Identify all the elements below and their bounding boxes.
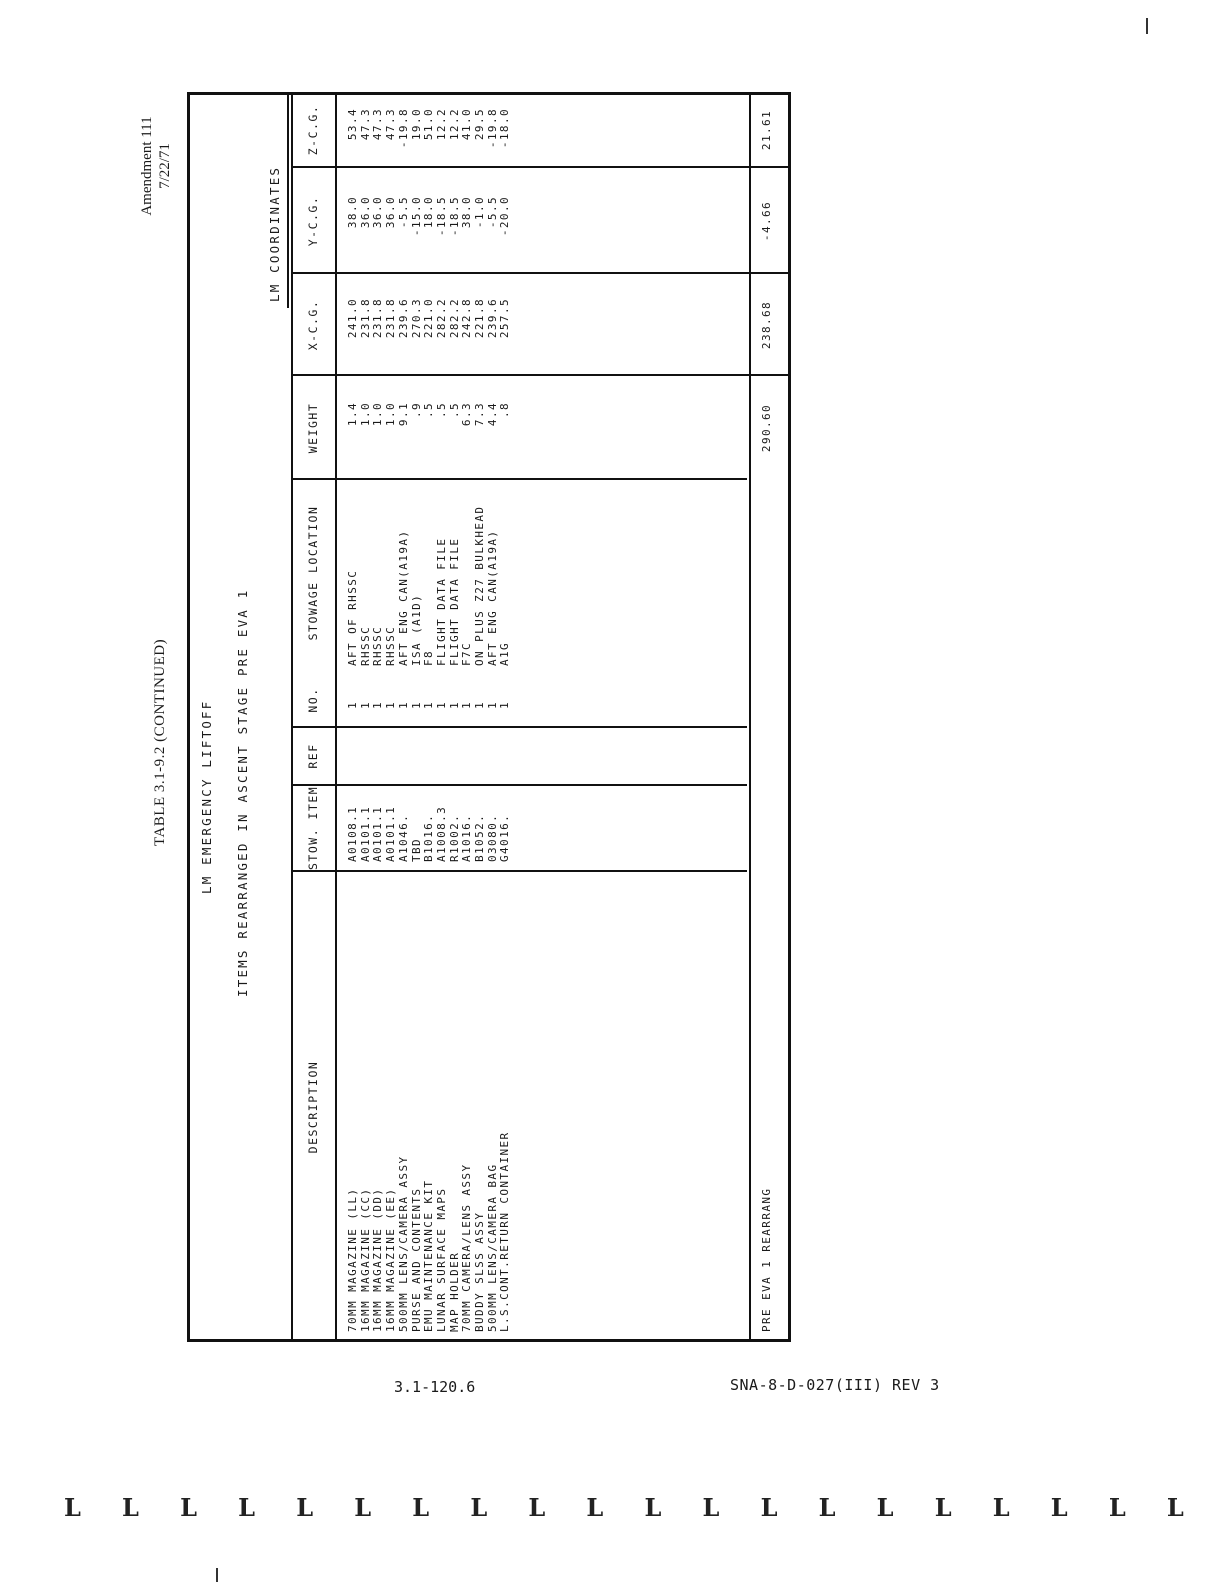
row-z-cg: 12.2 [447, 108, 461, 141]
row-location: FLIGHT DATA FILE [434, 537, 448, 666]
row-z-cg: 47.3 [371, 108, 385, 141]
header-x-cg: X-C.G. [306, 299, 320, 351]
row-no: 1 [396, 700, 410, 710]
edge-mark: L [586, 1492, 604, 1522]
amendment-number: Amendment 111 [139, 116, 155, 216]
row-description: 500MM LENS/CAMERA BAG [485, 1163, 499, 1332]
row-location: AFT ENG CAN(A19A) [396, 529, 410, 666]
header-bottom-rule [335, 92, 337, 1342]
row-z-cg: 53.4 [346, 108, 359, 141]
total-y-cg: -4.66 [760, 200, 773, 242]
row-z-cg: -19.8 [485, 108, 499, 149]
row-weight: 7.3 [473, 402, 486, 427]
edge-mark: L [702, 1492, 720, 1522]
table-heading: LM EMERGENCY LIFTOFF [199, 699, 214, 894]
row-weight: 4.4 [485, 402, 499, 427]
rotated-table [187, 92, 791, 1342]
row-x-cg: 231.8 [358, 298, 372, 339]
row-y-cg: -20.0 [498, 196, 512, 237]
row-ref [385, 732, 398, 782]
row-y-cg: -5.5 [396, 196, 410, 229]
row-no: 1 [460, 700, 474, 710]
total-weight: 290.60 [760, 403, 773, 453]
row-y-cg: 38.0 [346, 196, 359, 229]
total-x-cg: 238.68 [760, 300, 773, 350]
col-rule-4 [291, 478, 747, 480]
edge-mark: L [412, 1492, 430, 1522]
row-stow-item: A0101.1 [371, 805, 385, 862]
row-x-cg: 221.0 [422, 298, 436, 339]
row-location: AFT ENG CAN(A19A) [485, 529, 499, 666]
bottom-tick [216, 1568, 218, 1582]
row-z-cg: 41.0 [460, 108, 474, 141]
row-weight: 1.4 [346, 402, 359, 427]
edge-mark: L [528, 1492, 546, 1522]
row-stow-item: G4016. [498, 813, 512, 862]
row-description: MAP HOLDER [447, 1251, 461, 1332]
row-location: RHSSC [384, 625, 398, 666]
header-no: NO. [306, 687, 320, 713]
row-description: 16MM MAGAZINE (CC) [358, 1187, 372, 1332]
edge-mark: L [644, 1492, 662, 1522]
table-caption: TABLE 3.1-9.2 (CONTINUED) [152, 638, 168, 846]
row-location: F7C [460, 641, 474, 666]
edge-mark: L [122, 1492, 139, 1522]
row-no: 1 [485, 700, 499, 710]
row-x-cg: 282.2 [434, 298, 448, 339]
col-rule-1 [291, 870, 747, 872]
row-location: F8 [422, 649, 436, 666]
row-x-cg: 242.8 [460, 298, 474, 339]
row-ref [423, 732, 436, 782]
row-ref [360, 732, 373, 782]
row-stow-item: A0108.1 [346, 805, 359, 862]
row-y-cg: 18.0 [422, 196, 436, 229]
row-description: 70MM MAGAZINE (LL) [346, 1187, 359, 1332]
row-x-cg: 221.8 [473, 298, 486, 339]
edge-marks [64, 1492, 1184, 1522]
row-stow-item: R1002. [447, 813, 461, 862]
row-location: ON PLUS Z27 BULKHEAD [473, 505, 486, 666]
row-stow-item: B1016. [422, 813, 436, 862]
corner-tick [1146, 18, 1148, 34]
row-x-cg: 270.3 [409, 298, 423, 339]
edge-mark: L [1108, 1492, 1126, 1522]
row-y-cg: -18.5 [447, 196, 461, 237]
row-location: RHSSC [371, 625, 385, 666]
row-ref [499, 732, 512, 782]
row-no: 1 [434, 700, 448, 710]
row-description: PURSE AND CONTENTS [409, 1187, 423, 1332]
row-y-cg: 36.0 [371, 196, 385, 229]
total-z-cg: 21.61 [760, 109, 773, 151]
row-z-cg: 47.3 [384, 108, 398, 141]
row-ref [411, 732, 424, 782]
row-ref [372, 732, 385, 782]
row-ref [461, 732, 474, 782]
edge-mark: L [934, 1492, 952, 1522]
row-y-cg: -5.5 [485, 196, 499, 229]
row-x-cg: 231.8 [371, 298, 385, 339]
header-y-cg: Y-C.G. [306, 195, 320, 247]
row-location: A1G [498, 641, 512, 666]
row-stow-item: A0101.1 [358, 805, 372, 862]
row-ref [474, 732, 487, 782]
edge-mark: L [470, 1492, 488, 1522]
row-stow-item: TBD [409, 837, 423, 862]
row-ref [347, 732, 360, 782]
edge-mark: L [1166, 1492, 1184, 1522]
row-y-cg: -15.0 [409, 196, 423, 237]
row-description: BUDDY SLSS ASSY [473, 1211, 486, 1332]
total-top-rule [749, 92, 751, 1342]
edge-mark: L [180, 1492, 197, 1522]
row-ref [398, 732, 411, 782]
row-x-cg: 282.2 [447, 298, 461, 339]
edge-mark: L [64, 1492, 81, 1522]
row-description: EMU MAINTENANCE KIT [422, 1179, 436, 1332]
row-z-cg: 19.0 [409, 108, 423, 141]
row-weight: 1.0 [358, 402, 372, 427]
header-storage-location: STOWAGE LOCATION [306, 505, 320, 641]
edge-mark: L [354, 1492, 372, 1522]
row-stow-item: A1046. [396, 813, 410, 862]
row-location: AFT OF RHSSC [346, 569, 359, 666]
row-no: 1 [358, 700, 372, 710]
row-z-cg: 12.2 [434, 108, 448, 141]
row-weight: .8 [498, 402, 512, 419]
row-z-cg: 51.0 [422, 108, 436, 141]
row-no: 1 [371, 700, 385, 710]
row-x-cg: 239.6 [485, 298, 499, 339]
row-weight: .5 [447, 402, 461, 419]
row-description: 16MM MAGAZINE (EE) [384, 1187, 398, 1332]
row-no: 1 [409, 700, 423, 710]
row-ref [487, 732, 500, 782]
row-weight: 1.0 [371, 402, 385, 427]
header-description: DESCRIPTION [306, 1060, 320, 1154]
row-stow-item: A1008.3 [434, 805, 448, 862]
row-weight: .9 [409, 402, 423, 419]
row-stow-item: A0101.1 [384, 805, 398, 862]
coordinates-title: LM COORDINATES [267, 165, 282, 302]
row-ref [449, 732, 462, 782]
row-no: 1 [422, 700, 436, 710]
row-y-cg: -1.0 [473, 196, 486, 229]
row-y-cg: 36.0 [358, 196, 372, 229]
row-z-cg: -19.8 [396, 108, 410, 149]
edge-mark: L [296, 1492, 314, 1522]
edge-mark: L [876, 1492, 894, 1522]
col-rule-3 [291, 726, 747, 728]
header-ref: REF [306, 743, 320, 769]
row-y-cg: 38.0 [460, 196, 474, 229]
col-rule-6 [291, 272, 791, 274]
total-label: PRE EVA 1 REARRANG [760, 1187, 773, 1332]
row-weight: 1.0 [384, 402, 398, 427]
row-z-cg: 47.3 [358, 108, 372, 141]
row-weight: .5 [422, 402, 436, 419]
row-description: 70MM CAMERA/LENS ASSY [460, 1163, 474, 1332]
row-stow-item: 03080. [485, 813, 499, 862]
row-description: LUNAR SURFACE MAPS [434, 1187, 448, 1332]
document-id: SNA-8-D-027(III) REV 3 [730, 1376, 940, 1394]
row-y-cg: 36.0 [384, 196, 398, 229]
row-x-cg: 241.0 [346, 298, 359, 339]
row-no: 1 [498, 700, 512, 710]
row-description: 500MM LENS/CAMERA ASSY [396, 1155, 410, 1332]
header-weight: WEIGHT [306, 402, 320, 454]
row-x-cg: 257.5 [498, 298, 512, 339]
edge-mark: L [818, 1492, 836, 1522]
amendment-date: 7/22/71 [157, 143, 173, 189]
row-description: L.S.CONT.RETURN CONTAINER [498, 1131, 512, 1332]
edge-mark: L [760, 1492, 778, 1522]
page-number: 3.1-120.6 [394, 1378, 476, 1396]
header-z-cg: Z-C.G. [306, 104, 320, 156]
row-weight: .5 [434, 402, 448, 419]
row-z-cg: 29.5 [473, 108, 486, 141]
row-z-cg: -18.0 [498, 108, 512, 149]
row-no: 1 [346, 700, 359, 710]
col-rule-5 [291, 374, 791, 376]
col-rule-7 [291, 166, 791, 168]
row-x-cg: 239.6 [396, 298, 410, 339]
edge-mark: L [238, 1492, 256, 1522]
row-no: 1 [384, 700, 398, 710]
row-weight: 6.3 [460, 402, 474, 427]
row-description: 16MM MAGAZINE (DD) [371, 1187, 385, 1332]
row-no: 1 [447, 700, 461, 710]
row-no: 1 [473, 700, 486, 710]
row-location: RHSSC [358, 625, 372, 666]
row-stow-item: B1052. [473, 813, 486, 862]
coords-divider [287, 92, 289, 308]
row-ref [436, 732, 449, 782]
row-location: FLIGHT DATA FILE [447, 537, 461, 666]
row-location: ISA (A1D) [409, 593, 423, 666]
table-subheading: ITEMS REARRANGED IN ASCENT STAGE PRE EVA 1 [235, 588, 250, 997]
row-weight: 9.1 [396, 402, 410, 427]
row-x-cg: 231.8 [384, 298, 398, 339]
header-stow-item: STOW. ITEM [306, 785, 320, 870]
row-y-cg: -18.5 [434, 196, 448, 237]
edge-mark: L [1050, 1492, 1068, 1522]
edge-mark: L [992, 1492, 1010, 1522]
row-stow-item: A1016. [460, 813, 474, 862]
